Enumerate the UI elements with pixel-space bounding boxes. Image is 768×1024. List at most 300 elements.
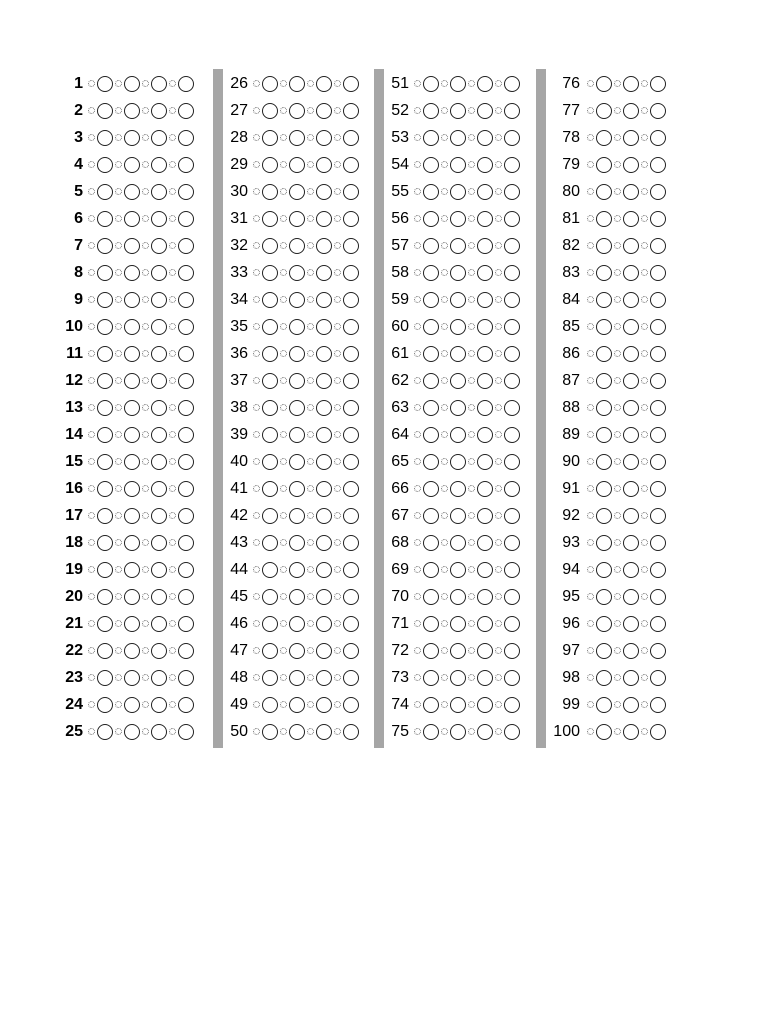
answer-bubble-icon[interactable] bbox=[623, 319, 639, 335]
answer-bubble-icon[interactable] bbox=[423, 238, 439, 254]
answer-bubble-icon[interactable] bbox=[124, 400, 140, 416]
answer-bubble-icon[interactable] bbox=[262, 724, 278, 740]
answer-bubble-icon[interactable] bbox=[97, 265, 113, 281]
answer-bubble-icon[interactable] bbox=[262, 454, 278, 470]
answer-bubble-icon[interactable] bbox=[504, 481, 520, 497]
answer-bubble-icon[interactable] bbox=[623, 238, 639, 254]
answer-bubble-icon[interactable] bbox=[650, 697, 666, 713]
answer-bubble-icon[interactable] bbox=[343, 589, 359, 605]
answer-bubble-icon[interactable] bbox=[477, 535, 493, 551]
answer-bubble-icon[interactable] bbox=[97, 76, 113, 92]
answer-bubble-icon[interactable] bbox=[504, 535, 520, 551]
answer-bubble-icon[interactable] bbox=[650, 76, 666, 92]
answer-bubble-icon[interactable] bbox=[423, 454, 439, 470]
answer-bubble-icon[interactable] bbox=[343, 724, 359, 740]
answer-bubble-icon[interactable] bbox=[316, 319, 332, 335]
answer-bubble-icon[interactable] bbox=[623, 292, 639, 308]
answer-bubble-icon[interactable] bbox=[504, 562, 520, 578]
answer-bubble-icon[interactable] bbox=[343, 562, 359, 578]
answer-bubble-icon[interactable] bbox=[450, 535, 466, 551]
answer-bubble-icon[interactable] bbox=[623, 157, 639, 173]
answer-bubble-icon[interactable] bbox=[289, 265, 305, 281]
answer-bubble-icon[interactable] bbox=[423, 481, 439, 497]
answer-bubble-icon[interactable] bbox=[178, 292, 194, 308]
answer-bubble-icon[interactable] bbox=[124, 616, 140, 632]
answer-bubble-icon[interactable] bbox=[97, 211, 113, 227]
answer-bubble-icon[interactable] bbox=[423, 157, 439, 173]
answer-bubble-icon[interactable] bbox=[97, 184, 113, 200]
answer-bubble-icon[interactable] bbox=[97, 616, 113, 632]
answer-bubble-icon[interactable] bbox=[289, 103, 305, 119]
answer-bubble-icon[interactable] bbox=[289, 616, 305, 632]
answer-bubble-icon[interactable] bbox=[151, 454, 167, 470]
answer-bubble-icon[interactable] bbox=[450, 238, 466, 254]
answer-bubble-icon[interactable] bbox=[423, 697, 439, 713]
answer-bubble-icon[interactable] bbox=[504, 724, 520, 740]
answer-bubble-icon[interactable] bbox=[151, 373, 167, 389]
answer-bubble-icon[interactable] bbox=[343, 616, 359, 632]
answer-bubble-icon[interactable] bbox=[97, 319, 113, 335]
answer-bubble-icon[interactable] bbox=[151, 211, 167, 227]
answer-bubble-icon[interactable] bbox=[650, 454, 666, 470]
answer-bubble-icon[interactable] bbox=[477, 373, 493, 389]
answer-bubble-icon[interactable] bbox=[262, 481, 278, 497]
answer-bubble-icon[interactable] bbox=[151, 76, 167, 92]
answer-bubble-icon[interactable] bbox=[178, 103, 194, 119]
answer-bubble-icon[interactable] bbox=[450, 589, 466, 605]
answer-bubble-icon[interactable] bbox=[97, 508, 113, 524]
answer-bubble-icon[interactable] bbox=[151, 184, 167, 200]
answer-bubble-icon[interactable] bbox=[623, 184, 639, 200]
answer-bubble-icon[interactable] bbox=[623, 697, 639, 713]
answer-bubble-icon[interactable] bbox=[124, 454, 140, 470]
answer-bubble-icon[interactable] bbox=[650, 103, 666, 119]
answer-bubble-icon[interactable] bbox=[596, 562, 612, 578]
answer-bubble-icon[interactable] bbox=[262, 184, 278, 200]
answer-bubble-icon[interactable] bbox=[423, 535, 439, 551]
answer-bubble-icon[interactable] bbox=[289, 670, 305, 686]
answer-bubble-icon[interactable] bbox=[289, 211, 305, 227]
answer-bubble-icon[interactable] bbox=[504, 103, 520, 119]
answer-bubble-icon[interactable] bbox=[316, 346, 332, 362]
answer-bubble-icon[interactable] bbox=[97, 346, 113, 362]
answer-bubble-icon[interactable] bbox=[316, 724, 332, 740]
answer-bubble-icon[interactable] bbox=[124, 670, 140, 686]
answer-bubble-icon[interactable] bbox=[343, 643, 359, 659]
answer-bubble-icon[interactable] bbox=[343, 373, 359, 389]
answer-bubble-icon[interactable] bbox=[262, 130, 278, 146]
answer-bubble-icon[interactable] bbox=[504, 616, 520, 632]
answer-bubble-icon[interactable] bbox=[650, 670, 666, 686]
answer-bubble-icon[interactable] bbox=[178, 562, 194, 578]
answer-bubble-icon[interactable] bbox=[151, 238, 167, 254]
answer-bubble-icon[interactable] bbox=[650, 184, 666, 200]
answer-bubble-icon[interactable] bbox=[343, 157, 359, 173]
answer-bubble-icon[interactable] bbox=[423, 643, 439, 659]
answer-bubble-icon[interactable] bbox=[343, 670, 359, 686]
answer-bubble-icon[interactable] bbox=[289, 157, 305, 173]
answer-bubble-icon[interactable] bbox=[596, 724, 612, 740]
answer-bubble-icon[interactable] bbox=[477, 76, 493, 92]
answer-bubble-icon[interactable] bbox=[343, 346, 359, 362]
answer-bubble-icon[interactable] bbox=[450, 292, 466, 308]
answer-bubble-icon[interactable] bbox=[623, 76, 639, 92]
answer-bubble-icon[interactable] bbox=[504, 76, 520, 92]
answer-bubble-icon[interactable] bbox=[289, 724, 305, 740]
answer-bubble-icon[interactable] bbox=[316, 481, 332, 497]
answer-bubble-icon[interactable] bbox=[178, 535, 194, 551]
answer-bubble-icon[interactable] bbox=[504, 265, 520, 281]
answer-bubble-icon[interactable] bbox=[623, 454, 639, 470]
answer-bubble-icon[interactable] bbox=[124, 562, 140, 578]
answer-bubble-icon[interactable] bbox=[97, 481, 113, 497]
answer-bubble-icon[interactable] bbox=[450, 481, 466, 497]
answer-bubble-icon[interactable] bbox=[124, 265, 140, 281]
answer-bubble-icon[interactable] bbox=[650, 508, 666, 524]
answer-bubble-icon[interactable] bbox=[316, 157, 332, 173]
answer-bubble-icon[interactable] bbox=[151, 292, 167, 308]
answer-bubble-icon[interactable] bbox=[450, 373, 466, 389]
answer-bubble-icon[interactable] bbox=[289, 535, 305, 551]
answer-bubble-icon[interactable] bbox=[596, 400, 612, 416]
answer-bubble-icon[interactable] bbox=[151, 535, 167, 551]
answer-bubble-icon[interactable] bbox=[343, 211, 359, 227]
answer-bubble-icon[interactable] bbox=[596, 697, 612, 713]
answer-bubble-icon[interactable] bbox=[650, 562, 666, 578]
answer-bubble-icon[interactable] bbox=[477, 454, 493, 470]
answer-bubble-icon[interactable] bbox=[124, 643, 140, 659]
answer-bubble-icon[interactable] bbox=[97, 562, 113, 578]
answer-bubble-icon[interactable] bbox=[477, 616, 493, 632]
answer-bubble-icon[interactable] bbox=[262, 157, 278, 173]
answer-bubble-icon[interactable] bbox=[262, 265, 278, 281]
answer-bubble-icon[interactable] bbox=[289, 373, 305, 389]
answer-bubble-icon[interactable] bbox=[504, 157, 520, 173]
answer-bubble-icon[interactable] bbox=[343, 535, 359, 551]
answer-bubble-icon[interactable] bbox=[316, 562, 332, 578]
answer-bubble-icon[interactable] bbox=[343, 697, 359, 713]
answer-bubble-icon[interactable] bbox=[596, 76, 612, 92]
answer-bubble-icon[interactable] bbox=[316, 589, 332, 605]
answer-bubble-icon[interactable] bbox=[477, 562, 493, 578]
answer-bubble-icon[interactable] bbox=[343, 454, 359, 470]
answer-bubble-icon[interactable] bbox=[596, 670, 612, 686]
answer-bubble-icon[interactable] bbox=[289, 130, 305, 146]
answer-bubble-icon[interactable] bbox=[178, 454, 194, 470]
answer-bubble-icon[interactable] bbox=[151, 427, 167, 443]
answer-bubble-icon[interactable] bbox=[316, 454, 332, 470]
answer-bubble-icon[interactable] bbox=[650, 427, 666, 443]
answer-bubble-icon[interactable] bbox=[178, 184, 194, 200]
answer-bubble-icon[interactable] bbox=[623, 481, 639, 497]
answer-bubble-icon[interactable] bbox=[178, 346, 194, 362]
answer-bubble-icon[interactable] bbox=[124, 373, 140, 389]
answer-bubble-icon[interactable] bbox=[650, 400, 666, 416]
answer-bubble-icon[interactable] bbox=[504, 184, 520, 200]
answer-bubble-icon[interactable] bbox=[596, 589, 612, 605]
answer-bubble-icon[interactable] bbox=[423, 103, 439, 119]
answer-bubble-icon[interactable] bbox=[477, 670, 493, 686]
answer-bubble-icon[interactable] bbox=[97, 535, 113, 551]
answer-bubble-icon[interactable] bbox=[97, 238, 113, 254]
answer-bubble-icon[interactable] bbox=[316, 238, 332, 254]
answer-bubble-icon[interactable] bbox=[97, 697, 113, 713]
answer-bubble-icon[interactable] bbox=[151, 697, 167, 713]
answer-bubble-icon[interactable] bbox=[262, 400, 278, 416]
answer-bubble-icon[interactable] bbox=[289, 346, 305, 362]
answer-bubble-icon[interactable] bbox=[423, 562, 439, 578]
answer-bubble-icon[interactable] bbox=[124, 292, 140, 308]
answer-bubble-icon[interactable] bbox=[477, 481, 493, 497]
answer-bubble-icon[interactable] bbox=[450, 184, 466, 200]
answer-bubble-icon[interactable] bbox=[289, 589, 305, 605]
answer-bubble-icon[interactable] bbox=[316, 103, 332, 119]
answer-bubble-icon[interactable] bbox=[151, 103, 167, 119]
answer-bubble-icon[interactable] bbox=[124, 346, 140, 362]
answer-bubble-icon[interactable] bbox=[504, 697, 520, 713]
answer-bubble-icon[interactable] bbox=[343, 481, 359, 497]
answer-bubble-icon[interactable] bbox=[504, 130, 520, 146]
answer-bubble-icon[interactable] bbox=[623, 373, 639, 389]
answer-bubble-icon[interactable] bbox=[316, 670, 332, 686]
answer-bubble-icon[interactable] bbox=[423, 670, 439, 686]
answer-bubble-icon[interactable] bbox=[178, 238, 194, 254]
answer-bubble-icon[interactable] bbox=[477, 103, 493, 119]
answer-bubble-icon[interactable] bbox=[97, 589, 113, 605]
answer-bubble-icon[interactable] bbox=[97, 373, 113, 389]
answer-bubble-icon[interactable] bbox=[262, 76, 278, 92]
answer-bubble-icon[interactable] bbox=[596, 184, 612, 200]
answer-bubble-icon[interactable] bbox=[316, 427, 332, 443]
answer-bubble-icon[interactable] bbox=[316, 184, 332, 200]
answer-bubble-icon[interactable] bbox=[262, 697, 278, 713]
answer-bubble-icon[interactable] bbox=[623, 616, 639, 632]
answer-bubble-icon[interactable] bbox=[97, 292, 113, 308]
answer-bubble-icon[interactable] bbox=[289, 319, 305, 335]
answer-bubble-icon[interactable] bbox=[97, 103, 113, 119]
answer-bubble-icon[interactable] bbox=[178, 157, 194, 173]
answer-bubble-icon[interactable] bbox=[178, 265, 194, 281]
answer-bubble-icon[interactable] bbox=[178, 643, 194, 659]
answer-bubble-icon[interactable] bbox=[289, 562, 305, 578]
answer-bubble-icon[interactable] bbox=[151, 562, 167, 578]
answer-bubble-icon[interactable] bbox=[623, 211, 639, 227]
answer-bubble-icon[interactable] bbox=[316, 265, 332, 281]
answer-bubble-icon[interactable] bbox=[477, 400, 493, 416]
answer-bubble-icon[interactable] bbox=[97, 670, 113, 686]
answer-bubble-icon[interactable] bbox=[316, 616, 332, 632]
answer-bubble-icon[interactable] bbox=[623, 427, 639, 443]
answer-bubble-icon[interactable] bbox=[262, 292, 278, 308]
answer-bubble-icon[interactable] bbox=[504, 238, 520, 254]
answer-bubble-icon[interactable] bbox=[450, 211, 466, 227]
answer-bubble-icon[interactable] bbox=[596, 454, 612, 470]
answer-bubble-icon[interactable] bbox=[124, 508, 140, 524]
answer-bubble-icon[interactable] bbox=[477, 724, 493, 740]
answer-bubble-icon[interactable] bbox=[289, 76, 305, 92]
answer-bubble-icon[interactable] bbox=[262, 346, 278, 362]
answer-bubble-icon[interactable] bbox=[596, 265, 612, 281]
answer-bubble-icon[interactable] bbox=[477, 211, 493, 227]
answer-bubble-icon[interactable] bbox=[477, 265, 493, 281]
answer-bubble-icon[interactable] bbox=[450, 643, 466, 659]
answer-bubble-icon[interactable] bbox=[262, 562, 278, 578]
answer-bubble-icon[interactable] bbox=[97, 643, 113, 659]
answer-bubble-icon[interactable] bbox=[178, 319, 194, 335]
answer-bubble-icon[interactable] bbox=[423, 373, 439, 389]
answer-bubble-icon[interactable] bbox=[623, 589, 639, 605]
answer-bubble-icon[interactable] bbox=[650, 238, 666, 254]
answer-bubble-icon[interactable] bbox=[262, 670, 278, 686]
answer-bubble-icon[interactable] bbox=[124, 130, 140, 146]
answer-bubble-icon[interactable] bbox=[650, 157, 666, 173]
answer-bubble-icon[interactable] bbox=[124, 427, 140, 443]
answer-bubble-icon[interactable] bbox=[316, 130, 332, 146]
answer-bubble-icon[interactable] bbox=[623, 130, 639, 146]
answer-bubble-icon[interactable] bbox=[504, 319, 520, 335]
answer-bubble-icon[interactable] bbox=[151, 616, 167, 632]
answer-bubble-icon[interactable] bbox=[151, 508, 167, 524]
answer-bubble-icon[interactable] bbox=[450, 346, 466, 362]
answer-bubble-icon[interactable] bbox=[650, 589, 666, 605]
answer-bubble-icon[interactable] bbox=[423, 76, 439, 92]
answer-bubble-icon[interactable] bbox=[178, 670, 194, 686]
answer-bubble-icon[interactable] bbox=[650, 373, 666, 389]
answer-bubble-icon[interactable] bbox=[343, 238, 359, 254]
answer-bubble-icon[interactable] bbox=[289, 643, 305, 659]
answer-bubble-icon[interactable] bbox=[650, 724, 666, 740]
answer-bubble-icon[interactable] bbox=[623, 508, 639, 524]
answer-bubble-icon[interactable] bbox=[450, 670, 466, 686]
answer-bubble-icon[interactable] bbox=[596, 427, 612, 443]
answer-bubble-icon[interactable] bbox=[650, 481, 666, 497]
answer-bubble-icon[interactable] bbox=[450, 724, 466, 740]
answer-bubble-icon[interactable] bbox=[596, 373, 612, 389]
answer-bubble-icon[interactable] bbox=[450, 157, 466, 173]
answer-bubble-icon[interactable] bbox=[423, 211, 439, 227]
answer-bubble-icon[interactable] bbox=[262, 319, 278, 335]
answer-bubble-icon[interactable] bbox=[623, 265, 639, 281]
answer-bubble-icon[interactable] bbox=[316, 697, 332, 713]
answer-bubble-icon[interactable] bbox=[316, 373, 332, 389]
answer-bubble-icon[interactable] bbox=[623, 535, 639, 551]
answer-bubble-icon[interactable] bbox=[289, 454, 305, 470]
answer-bubble-icon[interactable] bbox=[596, 616, 612, 632]
answer-bubble-icon[interactable] bbox=[477, 184, 493, 200]
answer-bubble-icon[interactable] bbox=[343, 292, 359, 308]
answer-bubble-icon[interactable] bbox=[650, 211, 666, 227]
answer-bubble-icon[interactable] bbox=[178, 697, 194, 713]
answer-bubble-icon[interactable] bbox=[289, 238, 305, 254]
answer-bubble-icon[interactable] bbox=[477, 589, 493, 605]
answer-bubble-icon[interactable] bbox=[477, 697, 493, 713]
answer-bubble-icon[interactable] bbox=[596, 292, 612, 308]
answer-bubble-icon[interactable] bbox=[178, 373, 194, 389]
answer-bubble-icon[interactable] bbox=[151, 589, 167, 605]
answer-bubble-icon[interactable] bbox=[423, 724, 439, 740]
answer-bubble-icon[interactable] bbox=[596, 103, 612, 119]
answer-bubble-icon[interactable] bbox=[596, 481, 612, 497]
answer-bubble-icon[interactable] bbox=[124, 211, 140, 227]
answer-bubble-icon[interactable] bbox=[289, 508, 305, 524]
answer-bubble-icon[interactable] bbox=[289, 184, 305, 200]
answer-bubble-icon[interactable] bbox=[262, 373, 278, 389]
answer-bubble-icon[interactable] bbox=[623, 346, 639, 362]
answer-bubble-icon[interactable] bbox=[178, 589, 194, 605]
answer-bubble-icon[interactable] bbox=[316, 643, 332, 659]
answer-bubble-icon[interactable] bbox=[477, 508, 493, 524]
answer-bubble-icon[interactable] bbox=[450, 427, 466, 443]
answer-bubble-icon[interactable] bbox=[262, 616, 278, 632]
answer-bubble-icon[interactable] bbox=[289, 481, 305, 497]
answer-bubble-icon[interactable] bbox=[97, 724, 113, 740]
answer-bubble-icon[interactable] bbox=[423, 616, 439, 632]
answer-bubble-icon[interactable] bbox=[423, 427, 439, 443]
answer-bubble-icon[interactable] bbox=[124, 76, 140, 92]
answer-bubble-icon[interactable] bbox=[596, 319, 612, 335]
answer-bubble-icon[interactable] bbox=[151, 400, 167, 416]
answer-bubble-icon[interactable] bbox=[316, 211, 332, 227]
answer-bubble-icon[interactable] bbox=[124, 319, 140, 335]
answer-bubble-icon[interactable] bbox=[650, 643, 666, 659]
answer-bubble-icon[interactable] bbox=[596, 130, 612, 146]
answer-bubble-icon[interactable] bbox=[343, 184, 359, 200]
answer-bubble-icon[interactable] bbox=[178, 724, 194, 740]
answer-bubble-icon[interactable] bbox=[450, 562, 466, 578]
answer-bubble-icon[interactable] bbox=[650, 346, 666, 362]
answer-bubble-icon[interactable] bbox=[262, 211, 278, 227]
answer-bubble-icon[interactable] bbox=[124, 535, 140, 551]
answer-bubble-icon[interactable] bbox=[343, 265, 359, 281]
answer-bubble-icon[interactable] bbox=[423, 265, 439, 281]
answer-bubble-icon[interactable] bbox=[623, 562, 639, 578]
answer-bubble-icon[interactable] bbox=[343, 319, 359, 335]
answer-bubble-icon[interactable] bbox=[124, 157, 140, 173]
answer-bubble-icon[interactable] bbox=[450, 400, 466, 416]
answer-bubble-icon[interactable] bbox=[178, 400, 194, 416]
answer-bubble-icon[interactable] bbox=[650, 319, 666, 335]
answer-bubble-icon[interactable] bbox=[97, 130, 113, 146]
answer-bubble-icon[interactable] bbox=[504, 400, 520, 416]
answer-bubble-icon[interactable] bbox=[504, 508, 520, 524]
answer-bubble-icon[interactable] bbox=[623, 670, 639, 686]
answer-bubble-icon[interactable] bbox=[343, 130, 359, 146]
answer-bubble-icon[interactable] bbox=[97, 454, 113, 470]
answer-bubble-icon[interactable] bbox=[477, 346, 493, 362]
answer-bubble-icon[interactable] bbox=[316, 508, 332, 524]
answer-bubble-icon[interactable] bbox=[316, 292, 332, 308]
answer-bubble-icon[interactable] bbox=[623, 103, 639, 119]
answer-bubble-icon[interactable] bbox=[124, 697, 140, 713]
answer-bubble-icon[interactable] bbox=[316, 76, 332, 92]
answer-bubble-icon[interactable] bbox=[423, 319, 439, 335]
answer-bubble-icon[interactable] bbox=[623, 643, 639, 659]
answer-bubble-icon[interactable] bbox=[450, 130, 466, 146]
answer-bubble-icon[interactable] bbox=[124, 724, 140, 740]
answer-bubble-icon[interactable] bbox=[650, 616, 666, 632]
answer-bubble-icon[interactable] bbox=[124, 184, 140, 200]
answer-bubble-icon[interactable] bbox=[124, 481, 140, 497]
answer-bubble-icon[interactable] bbox=[178, 130, 194, 146]
answer-bubble-icon[interactable] bbox=[477, 427, 493, 443]
answer-bubble-icon[interactable] bbox=[650, 535, 666, 551]
answer-bubble-icon[interactable] bbox=[504, 589, 520, 605]
answer-bubble-icon[interactable] bbox=[289, 400, 305, 416]
answer-bubble-icon[interactable] bbox=[504, 292, 520, 308]
answer-bubble-icon[interactable] bbox=[477, 292, 493, 308]
answer-bubble-icon[interactable] bbox=[289, 427, 305, 443]
answer-bubble-icon[interactable] bbox=[504, 454, 520, 470]
